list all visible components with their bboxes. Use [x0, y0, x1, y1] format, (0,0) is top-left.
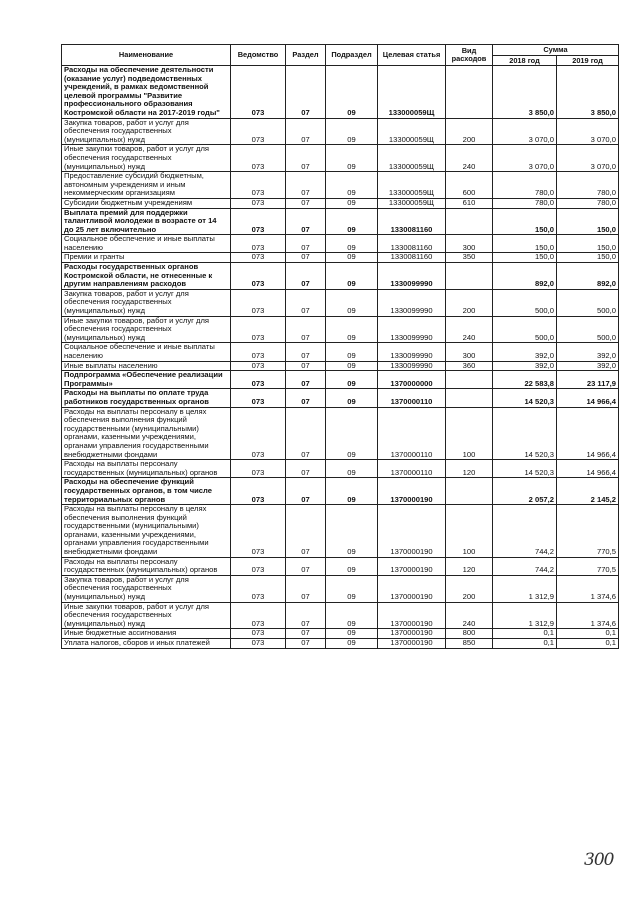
cell-dept: 073: [231, 407, 286, 460]
cell-sum-2019: 14 966,4: [557, 389, 619, 407]
header-year-2018: 2018 год: [493, 56, 557, 66]
cell-sum-2018: 780,0: [493, 172, 557, 199]
cell-exptype: 120: [446, 460, 493, 478]
table-row: [62, 639, 619, 649]
cell-sum-2018: 392,0: [493, 361, 557, 371]
cell-exptype: 200: [446, 289, 493, 316]
cell-name: Иные закупки товаров, работ и услуг для обеспечения государственных (муниципальных) нужд: [62, 602, 231, 629]
table-row: [62, 478, 619, 505]
cell-sum-2018: 0,1: [493, 629, 557, 639]
cell-dept: 073: [231, 253, 286, 263]
table-row: [62, 198, 619, 208]
cell-target: 1370000190: [378, 602, 446, 629]
cell-sum-2019: 3 850,0: [557, 66, 619, 119]
cell-subsection: 09: [326, 460, 378, 478]
cell-name: Закупка товаров, работ и услуг для обеспечения государственных (муниципальных) нужд: [62, 118, 231, 145]
cell-target: 1330099990: [378, 263, 446, 290]
table-row: [62, 575, 619, 602]
cell-exptype: 360: [446, 361, 493, 371]
table-header: [62, 45, 619, 66]
cell-section: 07: [286, 316, 326, 343]
cell-dept: 073: [231, 118, 286, 145]
header-sum: Сумма: [493, 45, 619, 56]
cell-exptype: 800: [446, 629, 493, 639]
cell-section: 07: [286, 361, 326, 371]
cell-exptype: 240: [446, 145, 493, 172]
cell-section: 07: [286, 253, 326, 263]
cell-target: 1370000190: [378, 639, 446, 649]
cell-dept: 073: [231, 172, 286, 199]
cell-sum-2019: 892,0: [557, 263, 619, 290]
cell-target: 1370000000: [378, 371, 446, 389]
cell-section: 07: [286, 198, 326, 208]
cell-subsection: 09: [326, 505, 378, 558]
cell-target: 1330099990: [378, 343, 446, 361]
cell-section: 07: [286, 172, 326, 199]
cell-section: 07: [286, 263, 326, 290]
cell-dept: 073: [231, 371, 286, 389]
cell-section: 07: [286, 505, 326, 558]
cell-subsection: 09: [326, 253, 378, 263]
cell-section: 07: [286, 478, 326, 505]
header-exptype: Вид расходов: [446, 45, 493, 66]
cell-target: 1330099990: [378, 289, 446, 316]
cell-sum-2019: 1 374,6: [557, 575, 619, 602]
cell-target: 133000059Щ: [378, 118, 446, 145]
cell-dept: 073: [231, 557, 286, 575]
cell-subsection: 09: [326, 575, 378, 602]
cell-exptype: [446, 478, 493, 505]
cell-sum-2019: 150,0: [557, 253, 619, 263]
cell-sum-2019: 500,0: [557, 316, 619, 343]
cell-name: Расходы государственных органов Костромской области, не отнесенные к другим направлениям расходов: [62, 263, 231, 290]
cell-target: 1370000190: [378, 505, 446, 558]
cell-sum-2018: 1 312,9: [493, 602, 557, 629]
table-row: [62, 263, 619, 290]
table-row: [62, 557, 619, 575]
cell-sum-2019: 392,0: [557, 343, 619, 361]
table-row: [62, 289, 619, 316]
cell-subsection: 09: [326, 389, 378, 407]
cell-name: Социальное обеспечение и иные выплаты населению: [62, 235, 231, 253]
table-row: [62, 505, 619, 558]
cell-dept: 073: [231, 505, 286, 558]
cell-sum-2018: 3 070,0: [493, 145, 557, 172]
cell-dept: 073: [231, 316, 286, 343]
cell-subsection: 09: [326, 316, 378, 343]
table-row: [62, 172, 619, 199]
cell-sum-2018: 14 520,3: [493, 389, 557, 407]
cell-subsection: 09: [326, 343, 378, 361]
cell-dept: 073: [231, 235, 286, 253]
cell-sum-2019: 780,0: [557, 172, 619, 199]
cell-dept: 073: [231, 478, 286, 505]
table-row: [62, 66, 619, 119]
cell-section: 07: [286, 629, 326, 639]
cell-subsection: 09: [326, 478, 378, 505]
cell-section: 07: [286, 460, 326, 478]
cell-section: 07: [286, 389, 326, 407]
cell-section: 07: [286, 407, 326, 460]
cell-target: 1370000190: [378, 575, 446, 602]
cell-section: 07: [286, 557, 326, 575]
cell-target: 1330099990: [378, 361, 446, 371]
cell-section: 07: [286, 208, 326, 235]
cell-name: Иные закупки товаров, работ и услуг для обеспечения государственных (муниципальных) нужд: [62, 145, 231, 172]
cell-name: Расходы на обеспечение деятельности (оказание услуг) подведомственных учреждений, в рамках ведомственной целевой программы "Развитие профессионального образования Костромской области на 2017-2019 годы": [62, 66, 231, 119]
cell-section: 07: [286, 289, 326, 316]
cell-subsection: 09: [326, 602, 378, 629]
cell-sum-2019: 14 966,4: [557, 407, 619, 460]
cell-sum-2018: 780,0: [493, 198, 557, 208]
cell-subsection: 09: [326, 198, 378, 208]
cell-dept: 073: [231, 198, 286, 208]
cell-sum-2019: 3 070,0: [557, 118, 619, 145]
cell-sum-2019: 2 145,2: [557, 478, 619, 505]
cell-exptype: 100: [446, 505, 493, 558]
cell-exptype: 300: [446, 343, 493, 361]
cell-exptype: 240: [446, 316, 493, 343]
cell-dept: 073: [231, 639, 286, 649]
cell-subsection: 09: [326, 361, 378, 371]
cell-name: Расходы на выплаты персоналу в целях обеспечения выполнения функций государственными (муниципальными) органами, казенными учреждениями, органами управления государственными внебюджетными фондами: [62, 505, 231, 558]
cell-sum-2019: 150,0: [557, 235, 619, 253]
cell-sum-2018: 1 312,9: [493, 575, 557, 602]
cell-sum-2018: 500,0: [493, 316, 557, 343]
cell-subsection: 09: [326, 371, 378, 389]
cell-sum-2019: 0,1: [557, 629, 619, 639]
cell-sum-2018: 14 520,3: [493, 460, 557, 478]
cell-name: Закупка товаров, работ и услуг для обеспечения государственных (муниципальных) нужд: [62, 575, 231, 602]
cell-target: 1370000190: [378, 629, 446, 639]
cell-name: Расходы на обеспечение функций государственных органов, в том числе территориальных органов: [62, 478, 231, 505]
cell-subsection: 09: [326, 639, 378, 649]
table-row: [62, 361, 619, 371]
cell-subsection: 09: [326, 557, 378, 575]
cell-dept: 073: [231, 343, 286, 361]
cell-name: Социальное обеспечение и иные выплаты населению: [62, 343, 231, 361]
cell-section: 07: [286, 235, 326, 253]
cell-sum-2018: 392,0: [493, 343, 557, 361]
cell-exptype: [446, 371, 493, 389]
cell-dept: 073: [231, 208, 286, 235]
cell-subsection: 09: [326, 172, 378, 199]
cell-dept: 073: [231, 145, 286, 172]
cell-target: 1370000110: [378, 389, 446, 407]
cell-section: 07: [286, 343, 326, 361]
page-number: 300: [584, 850, 614, 870]
cell-sum-2019: 0,1: [557, 639, 619, 649]
cell-section: 07: [286, 575, 326, 602]
cell-target: 133000059Щ: [378, 66, 446, 119]
cell-exptype: 240: [446, 602, 493, 629]
cell-sum-2019: 770,5: [557, 557, 619, 575]
table-row: [62, 235, 619, 253]
cell-sum-2019: 780,0: [557, 198, 619, 208]
cell-subsection: 09: [326, 629, 378, 639]
cell-exptype: [446, 66, 493, 119]
cell-exptype: 350: [446, 253, 493, 263]
table-body: [62, 66, 619, 649]
table-row: [62, 316, 619, 343]
cell-sum-2019: 770,5: [557, 505, 619, 558]
cell-sum-2018: 892,0: [493, 263, 557, 290]
budget-table-sheet: [61, 44, 618, 649]
cell-sum-2018: 744,2: [493, 557, 557, 575]
cell-name: Расходы на выплаты персоналу государственных (муниципальных) органов: [62, 460, 231, 478]
cell-target: 1330081160: [378, 208, 446, 235]
cell-subsection: 09: [326, 407, 378, 460]
cell-sum-2018: 744,2: [493, 505, 557, 558]
cell-sum-2018: 0,1: [493, 639, 557, 649]
header-target: Целевая статья: [378, 45, 446, 66]
cell-target: 1370000110: [378, 460, 446, 478]
cell-sum-2018: 22 583,8: [493, 371, 557, 389]
cell-name: Подпрограмма «Обеспечение реализации Программы»: [62, 371, 231, 389]
cell-exptype: 600: [446, 172, 493, 199]
cell-sum-2018: 3 070,0: [493, 118, 557, 145]
cell-section: 07: [286, 145, 326, 172]
table-row: [62, 407, 619, 460]
cell-subsection: 09: [326, 263, 378, 290]
header-year-2019: 2019 год: [557, 56, 619, 66]
cell-sum-2019: 1 374,6: [557, 602, 619, 629]
cell-section: 07: [286, 371, 326, 389]
cell-section: 07: [286, 66, 326, 119]
cell-name: Выплата премий для поддержки талантливой молодежи в возрасте от 14 до 25 лет включительно: [62, 208, 231, 235]
cell-dept: 073: [231, 602, 286, 629]
cell-sum-2019: 500,0: [557, 289, 619, 316]
cell-sum-2019: 3 070,0: [557, 145, 619, 172]
cell-subsection: 09: [326, 118, 378, 145]
cell-name: Иные выплаты населению: [62, 361, 231, 371]
cell-exptype: 120: [446, 557, 493, 575]
cell-target: 1370000110: [378, 407, 446, 460]
cell-dept: 073: [231, 263, 286, 290]
cell-exptype: 100: [446, 407, 493, 460]
cell-name: Предоставление субсидий бюджетным, автономным учреждениям и иным некоммерческим организациям: [62, 172, 231, 199]
cell-sum-2018: 3 850,0: [493, 66, 557, 119]
header-section: Раздел: [286, 45, 326, 66]
cell-target: 133000059Щ: [378, 198, 446, 208]
cell-target: 133000059Щ: [378, 145, 446, 172]
cell-name: Закупка товаров, работ и услуг для обеспечения государственных (муниципальных) нужд: [62, 289, 231, 316]
cell-subsection: 09: [326, 235, 378, 253]
cell-name: Расходы на выплаты персоналу государственных (муниципальных) органов: [62, 557, 231, 575]
budget-table: [61, 44, 619, 649]
cell-name: Премии и гранты: [62, 253, 231, 263]
cell-target: 1330081160: [378, 235, 446, 253]
header-name: Наименование: [62, 45, 231, 66]
cell-dept: 073: [231, 289, 286, 316]
cell-target: 133000059Щ: [378, 172, 446, 199]
cell-exptype: [446, 263, 493, 290]
cell-name: Уплата налогов, сборов и иных платежей: [62, 639, 231, 649]
cell-target: 1370000190: [378, 557, 446, 575]
cell-exptype: 200: [446, 575, 493, 602]
table-row: [62, 343, 619, 361]
table-row: [62, 118, 619, 145]
cell-name: Субсидии бюджетным учреждениям: [62, 198, 231, 208]
cell-subsection: 09: [326, 145, 378, 172]
table-row: [62, 629, 619, 639]
cell-sum-2018: 150,0: [493, 235, 557, 253]
cell-name: Расходы на выплаты персоналу в целях обеспечения выполнения функций государственными (муниципальными) органами, казенными учреждениями, органами управления государственными внебюджетными фондами: [62, 407, 231, 460]
cell-target: 1370000190: [378, 478, 446, 505]
table-row: [62, 371, 619, 389]
cell-dept: 073: [231, 460, 286, 478]
cell-sum-2019: 14 966,4: [557, 460, 619, 478]
table-row: [62, 208, 619, 235]
cell-name: Иные бюджетные ассигнования: [62, 629, 231, 639]
cell-sum-2019: 392,0: [557, 361, 619, 371]
cell-subsection: 09: [326, 208, 378, 235]
table-row: [62, 602, 619, 629]
cell-name: Иные закупки товаров, работ и услуг для обеспечения государственных (муниципальных) нужд: [62, 316, 231, 343]
cell-exptype: 610: [446, 198, 493, 208]
table-row: [62, 460, 619, 478]
header-dept: Ведомство: [231, 45, 286, 66]
table-row: [62, 389, 619, 407]
cell-exptype: [446, 208, 493, 235]
table-row: [62, 253, 619, 263]
cell-subsection: 09: [326, 289, 378, 316]
header-subsection: Подраздел: [326, 45, 378, 66]
cell-exptype: 200: [446, 118, 493, 145]
cell-target: 1330099990: [378, 316, 446, 343]
cell-sum-2018: 150,0: [493, 208, 557, 235]
cell-dept: 073: [231, 575, 286, 602]
cell-sum-2018: 14 520,3: [493, 407, 557, 460]
cell-section: 07: [286, 639, 326, 649]
cell-subsection: 09: [326, 66, 378, 119]
cell-dept: 073: [231, 629, 286, 639]
cell-name: Расходы на выплаты по оплате труда работников государственных органов: [62, 389, 231, 407]
cell-exptype: 850: [446, 639, 493, 649]
cell-sum-2018: 2 057,2: [493, 478, 557, 505]
table-row: [62, 145, 619, 172]
cell-exptype: [446, 389, 493, 407]
cell-dept: 073: [231, 66, 286, 119]
cell-sum-2018: 150,0: [493, 253, 557, 263]
cell-target: 1330081160: [378, 253, 446, 263]
cell-exptype: 300: [446, 235, 493, 253]
cell-dept: 073: [231, 361, 286, 371]
cell-sum-2018: 500,0: [493, 289, 557, 316]
cell-dept: 073: [231, 389, 286, 407]
cell-section: 07: [286, 602, 326, 629]
cell-section: 07: [286, 118, 326, 145]
cell-sum-2019: 150,0: [557, 208, 619, 235]
cell-sum-2019: 23 117,9: [557, 371, 619, 389]
